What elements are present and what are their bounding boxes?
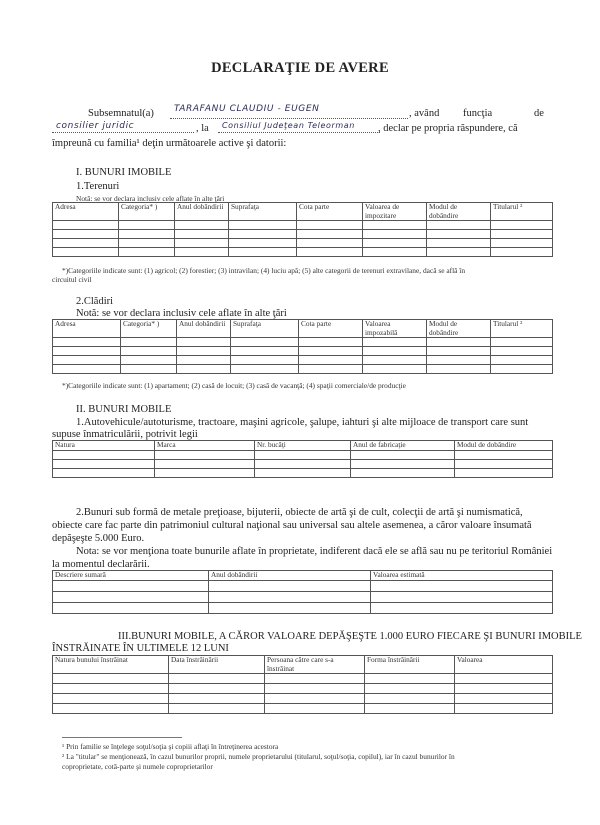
institutie-handwritten: Consiliul Judeţean Teleorman	[222, 121, 355, 130]
table-cell[interactable]	[491, 239, 553, 248]
table-cell[interactable]	[265, 694, 365, 704]
table-cell[interactable]	[299, 356, 363, 365]
table-row	[53, 591, 553, 602]
table-cell[interactable]	[491, 347, 553, 356]
table-row	[53, 248, 553, 257]
table-cell[interactable]	[175, 248, 229, 257]
table-header-row	[53, 203, 553, 221]
table-cell[interactable]	[231, 365, 299, 374]
table-cell[interactable]	[297, 230, 363, 239]
col-header: Valoarea impozabilă	[363, 320, 427, 338]
table-row	[53, 674, 553, 684]
table-cell[interactable]	[299, 365, 363, 374]
table-row	[53, 684, 553, 694]
table-cell[interactable]	[177, 365, 231, 374]
functie-handwritten: consilier juridic	[56, 121, 135, 131]
table-cell[interactable]	[351, 468, 455, 477]
table-cell[interactable]	[177, 338, 231, 347]
table-cell[interactable]	[363, 221, 427, 230]
section2-p1-line2: supuse înmatriculării, potrivit legii	[52, 429, 198, 440]
instrainate-table	[52, 655, 553, 714]
col-header: Anul dobândirii	[177, 320, 231, 338]
table-cell[interactable]	[363, 248, 427, 257]
section2-p2-line3: depăşeşte 5.000 Euro.	[52, 533, 145, 544]
table-cell[interactable]	[53, 230, 119, 239]
col-header: Cota parte	[297, 203, 363, 221]
table-cell[interactable]	[209, 591, 371, 602]
terenuri-note: Notă: se vor declara inclusiv cele aflate în alte ţări	[76, 194, 225, 203]
table-cell[interactable]	[255, 468, 351, 477]
table-cell[interactable]	[491, 221, 553, 230]
table-cell[interactable]	[53, 694, 169, 704]
col-header: Marca	[155, 441, 255, 451]
table-cell[interactable]	[455, 468, 553, 477]
table-cell[interactable]	[299, 347, 363, 356]
col-header: Categoria* )	[121, 320, 177, 338]
table-cell[interactable]	[53, 684, 169, 694]
table-row	[53, 221, 553, 230]
vehicule-table	[52, 440, 553, 478]
table-row	[53, 450, 553, 459]
intro-line3: împreună cu familia¹ deţin următoarele active şi datorii:	[52, 138, 287, 149]
table-cell[interactable]	[119, 248, 175, 257]
table-cell[interactable]	[169, 704, 265, 714]
subsemnatul-label: Subsemnatul(a)	[88, 108, 154, 119]
table-cell[interactable]	[297, 221, 363, 230]
name-line	[170, 118, 408, 119]
col-header: Data înstrăinării	[169, 656, 265, 674]
table-cell[interactable]	[491, 338, 553, 347]
table-cell[interactable]	[209, 602, 371, 613]
table-cell[interactable]	[53, 221, 119, 230]
cladiri-footnote: *)Categoriile indicate sunt: (1) apartament; (2) casă de locuit; (3) casă de vacanţă; (4) spaţii comerciale/de producţie	[62, 381, 406, 390]
table-cell[interactable]	[455, 674, 553, 684]
table-cell[interactable]	[119, 230, 175, 239]
col-header: Natura bunului înstrăinat	[53, 656, 169, 674]
table-cell[interactable]	[169, 674, 265, 684]
table-cell[interactable]	[175, 239, 229, 248]
table-cell[interactable]	[53, 580, 209, 591]
section3-heading-line1: III.BUNURI MOBILE, A CĂROR VALOARE DEPĂŞEŞTE 1.000 EURO FIECARE ŞI BUNURI IMOBILE	[118, 631, 582, 642]
table-cell[interactable]	[365, 684, 455, 694]
table-cell[interactable]	[175, 221, 229, 230]
de-label: de	[534, 108, 544, 119]
col-header: Persoana către care s-a înstrăinat	[265, 656, 365, 674]
table-cell[interactable]	[455, 684, 553, 694]
section2-heading: II. BUNURI MOBILE	[76, 404, 172, 415]
table-cell[interactable]	[53, 591, 209, 602]
section2-p1-line1: 1.Autovehicule/autoturisme, tractoare, maşini agricole, şalupe, iahturi şi alte mijloace de transport care sunt	[76, 417, 529, 428]
table-cell[interactable]	[175, 230, 229, 239]
table-cell[interactable]	[371, 580, 553, 591]
col-header: Anul dobândirii	[209, 571, 371, 581]
la-label: , la	[196, 123, 209, 134]
col-header: Titularul ²	[491, 320, 553, 338]
col-header: Modul de dobândire	[427, 203, 491, 221]
col-header: Forma înstrăinării	[365, 656, 455, 674]
table-cell[interactable]	[427, 230, 491, 239]
table-cell[interactable]	[455, 694, 553, 704]
institutie-line	[218, 132, 380, 133]
table-cell[interactable]	[265, 704, 365, 714]
table-cell[interactable]	[371, 602, 553, 613]
table-cell[interactable]	[427, 347, 491, 356]
table-cell[interactable]	[231, 338, 299, 347]
table-cell[interactable]	[297, 248, 363, 257]
terenuri-table	[52, 202, 553, 257]
table-cell[interactable]	[491, 356, 553, 365]
table-cell[interactable]	[265, 684, 365, 694]
table-cell[interactable]	[363, 338, 427, 347]
col-header: Adresa	[53, 320, 121, 338]
col-header: Descriere sumară	[53, 571, 209, 581]
col-header: Cota parte	[299, 320, 363, 338]
section3-heading-line2: ÎNSTRĂINATE ÎN ULTIMELE 12 LUNI	[52, 643, 229, 654]
footnote-2: ² La "titular" se menţionează, în cazul bunurilor proprii, numele proprietarului (titularul, soţul/soţia, copilul), iar în cazul bunurilor în	[62, 752, 455, 761]
section2-p2-line2: obiecte care fac parte din patrimoniul cultural naţional sau universal sau altele asemenea, a căror valoare însumată	[52, 520, 532, 531]
section2-note-line2: la momentul declarării.	[52, 559, 150, 570]
table-cell[interactable]	[121, 356, 177, 365]
table-row	[53, 365, 553, 374]
cladiri-note: Notă: se vor declara inclusiv cele aflate în alte ţări	[76, 308, 287, 319]
table-cell[interactable]	[365, 694, 455, 704]
col-header: Suprafaţa	[231, 320, 299, 338]
cladiri-table	[52, 319, 553, 374]
table-cell[interactable]	[491, 365, 553, 374]
table-cell[interactable]	[491, 230, 553, 239]
avand-label: , având	[409, 108, 440, 119]
col-header: Valoarea de impozitare	[363, 203, 427, 221]
table-row	[53, 694, 553, 704]
table-cell[interactable]	[455, 704, 553, 714]
table-row	[53, 459, 553, 468]
table-cell[interactable]	[53, 602, 209, 613]
table-cell[interactable]	[371, 591, 553, 602]
col-header: Adresa	[53, 203, 119, 221]
table-row	[53, 602, 553, 613]
table-cell[interactable]	[155, 468, 255, 477]
table-cell[interactable]	[209, 580, 371, 591]
footnote-1: ¹ Prin familie se înţelege soţul/soţia şi copiii aflaţi în întreţinerea acestora	[62, 742, 279, 751]
col-header: Natura	[53, 441, 155, 451]
table-cell[interactable]	[121, 347, 177, 356]
table-cell[interactable]	[229, 230, 297, 239]
page-title: DECLARAŢIE DE AVERE	[211, 60, 389, 76]
table-cell[interactable]	[455, 450, 553, 459]
table-cell[interactable]	[229, 239, 297, 248]
table-cell[interactable]	[177, 356, 231, 365]
table-cell[interactable]	[351, 459, 455, 468]
table-cell[interactable]	[155, 459, 255, 468]
table-cell[interactable]	[53, 704, 169, 714]
table-cell[interactable]	[455, 459, 553, 468]
table-row	[53, 580, 553, 591]
bunuri-table	[52, 570, 553, 614]
col-header: Valoarea estimată	[371, 571, 553, 581]
table-cell[interactable]	[297, 239, 363, 248]
table-cell[interactable]	[155, 450, 255, 459]
table-cell[interactable]	[53, 459, 155, 468]
table-header-row	[53, 441, 553, 451]
declar-text: , declar pe propria răspundere, că	[378, 123, 518, 134]
col-header: Nr. bucăţi	[255, 441, 351, 451]
table-cell[interactable]	[231, 347, 299, 356]
table-cell[interactable]	[365, 674, 455, 684]
functie-line	[52, 132, 194, 133]
table-cell[interactable]	[255, 459, 351, 468]
footnote-separator	[62, 737, 182, 738]
table-cell[interactable]	[53, 674, 169, 684]
table-cell[interactable]	[427, 365, 491, 374]
table-cell[interactable]	[363, 347, 427, 356]
table-cell[interactable]	[53, 450, 155, 459]
terenuri-footnote: *)Categoriile indicate sunt: (1) agricol; (2) forestier; (3) intravilan; (4) luciu apă; (5) alte categorii de terenuri extravilane, dacă se află în	[62, 266, 466, 275]
cladiri-title: 2.Clădiri	[76, 296, 114, 307]
terenuri-footnote-cont: circuitul civil	[52, 275, 92, 284]
section1-heading: I. BUNURI IMOBILE	[76, 167, 172, 178]
table-row	[53, 230, 553, 239]
table-cell[interactable]	[53, 239, 119, 248]
table-cell[interactable]	[363, 230, 427, 239]
table-cell[interactable]	[229, 248, 297, 257]
table-row	[53, 347, 553, 356]
table-header-row	[53, 571, 553, 581]
table-header-row	[53, 656, 553, 674]
table-cell[interactable]	[427, 239, 491, 248]
table-cell[interactable]	[119, 221, 175, 230]
table-cell[interactable]	[53, 347, 121, 356]
table-row	[53, 356, 553, 365]
table-cell[interactable]	[169, 684, 265, 694]
table-cell[interactable]	[53, 338, 121, 347]
col-header: Modul de dobândire	[427, 320, 491, 338]
table-cell[interactable]	[427, 221, 491, 230]
table-cell[interactable]	[169, 694, 265, 704]
table-cell[interactable]	[427, 248, 491, 257]
table-cell[interactable]	[363, 356, 427, 365]
footnote-2-cont: coproprietate, cotă-parte şi numele coproprietarilor	[62, 762, 213, 771]
section2-note-line1: Nota: se vor menţiona toate bunurile aflate în proprietate, indiferent dacă ele se află sau nu pe teritoriul României	[76, 546, 553, 557]
table-row	[53, 468, 553, 477]
table-cell[interactable]	[119, 239, 175, 248]
table-cell[interactable]	[427, 338, 491, 347]
table-cell[interactable]	[427, 356, 491, 365]
table-cell[interactable]	[491, 248, 553, 257]
col-header: Suprafaţa	[229, 203, 297, 221]
table-cell[interactable]	[255, 450, 351, 459]
table-cell[interactable]	[229, 221, 297, 230]
col-header: Modul de dobândire	[455, 441, 553, 451]
table-cell[interactable]	[177, 347, 231, 356]
col-header: Anul de fabricaţie	[351, 441, 455, 451]
table-row	[53, 239, 553, 248]
table-row	[53, 704, 553, 714]
table-cell[interactable]	[121, 365, 177, 374]
functia-label: funcţia	[463, 108, 493, 119]
table-header-row	[53, 320, 553, 338]
table-cell[interactable]	[299, 338, 363, 347]
table-cell[interactable]	[351, 450, 455, 459]
table-cell[interactable]	[53, 248, 119, 257]
table-cell[interactable]	[53, 468, 155, 477]
table-cell[interactable]	[365, 704, 455, 714]
table-cell[interactable]	[121, 338, 177, 347]
table-cell[interactable]	[53, 365, 121, 374]
col-header: Valoarea	[455, 656, 553, 674]
col-header: Categoria* )	[119, 203, 175, 221]
terenuri-title: 1.Terenuri	[76, 181, 120, 192]
col-header: Anul dobândirii	[175, 203, 229, 221]
table-row	[53, 338, 553, 347]
table-cell[interactable]	[265, 674, 365, 684]
table-cell[interactable]	[363, 239, 427, 248]
table-cell[interactable]	[231, 356, 299, 365]
name-handwritten: TARAFANU CLAUDIU - EUGEN	[174, 104, 320, 114]
table-cell[interactable]	[53, 356, 121, 365]
section2-p2-line1: 2.Bunuri sub formă de metale preţioase, bijuterii, obiecte de artă şi de cult, colecţii de artă şi numismatică,	[76, 507, 523, 518]
table-cell[interactable]	[363, 365, 427, 374]
col-header: Titularul ²	[491, 203, 553, 221]
